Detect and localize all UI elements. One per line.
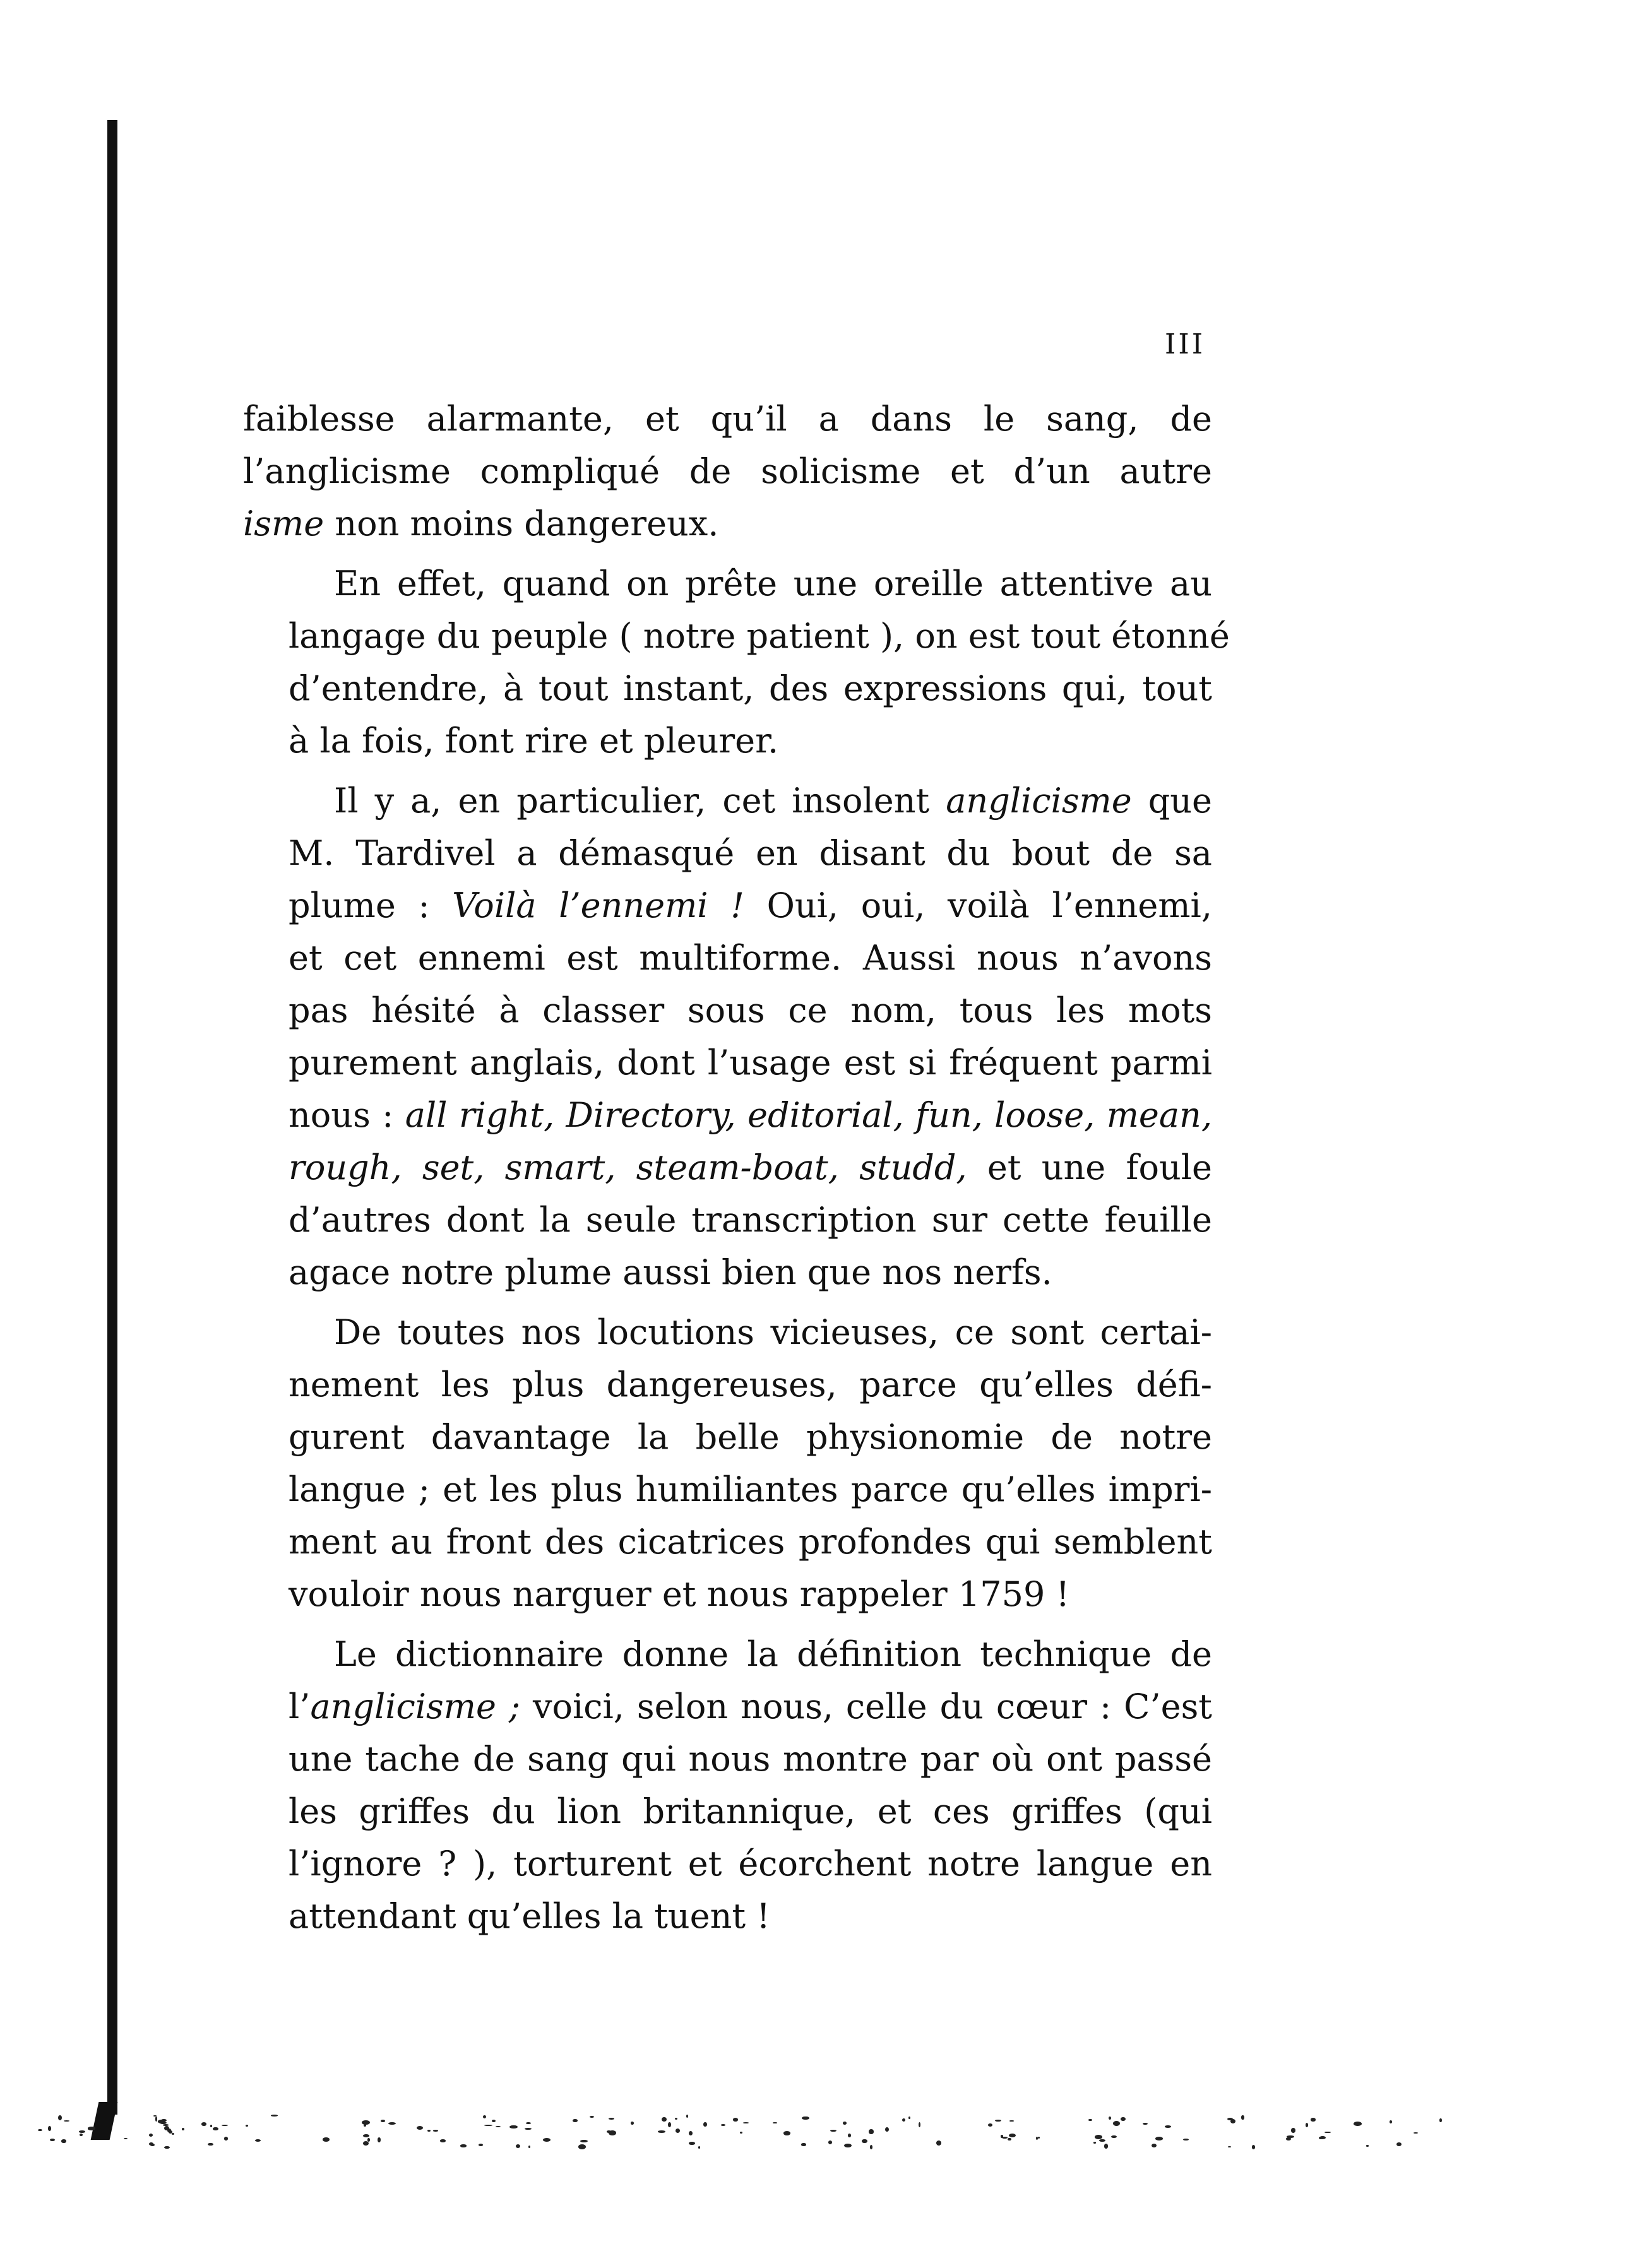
text-line bbox=[243, 1306, 1212, 1358]
text-line bbox=[243, 445, 1212, 497]
noise-speck bbox=[149, 2134, 153, 2137]
text: une tache de sang qui nous montre par où ont passé bbox=[289, 1739, 1212, 1779]
noise-speck bbox=[381, 2120, 385, 2122]
noise-speck bbox=[48, 2126, 52, 2131]
noise-speck bbox=[1390, 2120, 1392, 2123]
text-line bbox=[243, 662, 1212, 715]
noise-speck bbox=[995, 2120, 1001, 2122]
text-line bbox=[243, 1838, 1212, 1890]
text: Oui, oui, voilà l’ennemi, bbox=[744, 886, 1212, 925]
noise-speck bbox=[830, 2130, 836, 2132]
noise-speck bbox=[1306, 2123, 1308, 2127]
noise-speck bbox=[689, 2131, 693, 2135]
noise-speck bbox=[88, 2127, 96, 2130]
paragraph bbox=[243, 1628, 1212, 1942]
noise-speck bbox=[1414, 2132, 1418, 2134]
noise-speck bbox=[1228, 2146, 1231, 2147]
noise-speck bbox=[1088, 2119, 1092, 2121]
noise-speck bbox=[50, 2139, 55, 2141]
paragraph bbox=[243, 557, 1230, 767]
noise-speck bbox=[668, 2122, 671, 2127]
noise-speck bbox=[1152, 2144, 1157, 2147]
noise-speck bbox=[492, 2120, 496, 2122]
text-line bbox=[243, 557, 1212, 610]
noise-speck bbox=[1104, 2144, 1109, 2149]
noise-speck bbox=[1143, 2123, 1148, 2125]
text: De toutes nos locutions vicieuses, ce sont certai- bbox=[334, 1312, 1212, 1352]
noise-speck bbox=[631, 2122, 633, 2125]
italic-text: rough, set, smart, steam-boat, studd, bbox=[289, 1148, 967, 1187]
paragraph bbox=[243, 775, 1212, 1298]
noise-speck bbox=[580, 2140, 588, 2142]
noise-speck bbox=[1009, 2134, 1016, 2137]
text: faiblesse alarmante, et qu’il a dans le sang, de bbox=[243, 399, 1212, 439]
italic-text: all right, Directory, editorial, fun, loose, mean, bbox=[405, 1095, 1212, 1135]
noise-speck bbox=[222, 2125, 228, 2126]
noise-speck bbox=[802, 2117, 809, 2120]
text-line bbox=[243, 1463, 1212, 1516]
text-line bbox=[243, 1680, 1212, 1733]
text-line bbox=[243, 1568, 1212, 1620]
noise-speck bbox=[213, 2127, 218, 2130]
noise-speck bbox=[869, 2129, 874, 2134]
noise-speck bbox=[378, 2137, 381, 2142]
noise-speck bbox=[658, 2130, 666, 2133]
noise-speck bbox=[773, 2122, 777, 2124]
noise-speck bbox=[460, 2144, 466, 2147]
noise-speck bbox=[988, 2123, 992, 2127]
noise-speck bbox=[675, 2118, 677, 2120]
noise-speck bbox=[484, 2125, 492, 2126]
noise-speck bbox=[479, 2144, 483, 2146]
noise-speck bbox=[363, 2134, 369, 2137]
noise-speck bbox=[590, 2116, 594, 2118]
italic-text: anglicisme ; bbox=[310, 1687, 521, 1726]
noise-speck bbox=[801, 2143, 806, 2146]
noise-speck bbox=[1366, 2145, 1369, 2146]
text-line bbox=[243, 1733, 1212, 1785]
noise-speck bbox=[150, 2144, 155, 2146]
noise-speck bbox=[427, 2130, 430, 2132]
noise-speck bbox=[1038, 2137, 1040, 2139]
noise-speck bbox=[516, 2144, 521, 2148]
noise-speck bbox=[182, 2128, 184, 2130]
text-line bbox=[243, 879, 1212, 932]
noise-speck bbox=[1111, 2135, 1117, 2138]
paragraph bbox=[243, 1306, 1212, 1620]
noise-speck bbox=[689, 2142, 694, 2145]
noise-speck bbox=[703, 2122, 706, 2127]
noise-speck bbox=[783, 2131, 790, 2135]
text: les griffes du lion britannique, et ces griffes (qui bbox=[289, 1791, 1212, 1831]
text: d’entendre, à tout instant, des expressions qui, tout bbox=[289, 668, 1212, 708]
noise-speck bbox=[862, 2139, 867, 2144]
text: d’autres dont la seule transcription sur cette feuille bbox=[289, 1200, 1212, 1240]
text-line bbox=[243, 610, 1230, 662]
noise-speck bbox=[417, 2126, 423, 2130]
text-line bbox=[243, 497, 1212, 550]
noise-speck bbox=[1324, 2132, 1330, 2134]
noise-speck bbox=[1155, 2137, 1163, 2140]
noise-speck bbox=[1095, 2135, 1102, 2139]
noise-speck bbox=[1354, 2122, 1362, 2126]
noise-speck bbox=[64, 2120, 70, 2122]
noise-speck bbox=[38, 2129, 42, 2132]
text: Le dictionnaire donne la définition technique de bbox=[334, 1634, 1212, 1674]
noise-speck bbox=[201, 2122, 206, 2125]
noise-speck bbox=[1165, 2125, 1171, 2128]
noise-speck bbox=[919, 2122, 920, 2127]
noise-speck bbox=[58, 2115, 62, 2120]
text: l’ bbox=[289, 1687, 311, 1726]
noise-speck bbox=[271, 2115, 278, 2117]
noise-speck bbox=[79, 2130, 85, 2133]
text-line bbox=[243, 1246, 1212, 1298]
text-line bbox=[243, 932, 1212, 984]
text: plume : bbox=[289, 886, 453, 925]
text: l’anglicisme compliqué de solicisme et d’un autre bbox=[243, 451, 1212, 491]
text-line bbox=[243, 1411, 1212, 1463]
text: attendant qu’elles la tuent ! bbox=[289, 1896, 770, 1936]
text: purement anglais, dont l’usage est si fréquent parmi bbox=[289, 1043, 1212, 1083]
text: nous : bbox=[289, 1095, 405, 1135]
noise-speck bbox=[843, 2122, 846, 2125]
noise-speck bbox=[155, 2117, 158, 2121]
noise-speck bbox=[255, 2139, 260, 2142]
text-line bbox=[243, 1358, 1212, 1411]
text-line bbox=[243, 1036, 1212, 1089]
noise-speck bbox=[210, 2125, 212, 2127]
text-line bbox=[243, 1628, 1212, 1680]
noise-speck bbox=[208, 2143, 213, 2146]
text: pas hésité à classer sous ce nom, tous les mots bbox=[289, 990, 1212, 1030]
text: à la fois, font rire et pleurer. bbox=[289, 721, 779, 761]
noise-speck bbox=[433, 2130, 438, 2131]
noise-speck bbox=[908, 2117, 910, 2119]
text: En effet, quand on prête une oreille attentive au bbox=[334, 564, 1212, 603]
noise-speck bbox=[743, 2122, 749, 2123]
noise-speck bbox=[698, 2146, 701, 2149]
noise-speck bbox=[224, 2137, 228, 2140]
noise-speck bbox=[525, 2128, 532, 2130]
text-line bbox=[243, 827, 1212, 879]
text: voici, selon nous, celle du cœur : C’est bbox=[520, 1687, 1213, 1726]
noise-speck bbox=[676, 2128, 680, 2133]
noise-speck bbox=[526, 2122, 531, 2125]
text: vouloir nous narguer et nous rappeler 1759 ! bbox=[289, 1574, 1070, 1614]
text: M. Tardivel a démasqué en disant du bout de sa bbox=[289, 833, 1212, 873]
noise-speck bbox=[1113, 2121, 1120, 2126]
noise-speck bbox=[885, 2127, 889, 2132]
noise-speck bbox=[172, 2133, 174, 2135]
noise-speck bbox=[124, 2138, 128, 2139]
text-line bbox=[243, 984, 1212, 1036]
noise-speck bbox=[848, 2134, 851, 2138]
noise-speck bbox=[1439, 2118, 1441, 2123]
text-line bbox=[243, 1141, 1212, 1194]
italic-text: anglicisme bbox=[946, 781, 1132, 821]
noise-speck bbox=[662, 2117, 666, 2122]
text-line bbox=[243, 1089, 1212, 1141]
noise-speck bbox=[740, 2132, 742, 2134]
noise-speck bbox=[828, 2140, 832, 2144]
text-line bbox=[243, 1516, 1212, 1568]
binding-edge bbox=[107, 120, 117, 2115]
noise-speck bbox=[1227, 2118, 1233, 2120]
text: gurent davantage la belle physionomie de notre bbox=[289, 1417, 1212, 1457]
noise-speck bbox=[164, 2146, 170, 2149]
noise-speck bbox=[388, 2122, 396, 2125]
text-line bbox=[243, 1890, 1212, 1942]
noise-speck bbox=[246, 2125, 248, 2127]
text: l’ignore ? ), torturent et écorchent notre langue en bbox=[289, 1844, 1212, 1884]
noise-speck bbox=[1002, 2137, 1008, 2139]
noise-speck bbox=[1183, 2139, 1189, 2141]
noise-speck bbox=[721, 2124, 726, 2126]
noise-speck bbox=[362, 2120, 370, 2125]
text-line bbox=[243, 393, 1212, 445]
noise-speck bbox=[509, 2125, 518, 2129]
noise-speck bbox=[1252, 2145, 1256, 2149]
noise-speck bbox=[578, 2144, 586, 2149]
noise-speck bbox=[483, 2115, 486, 2118]
noise-speck bbox=[936, 2140, 941, 2146]
page-number: III bbox=[1165, 328, 1206, 360]
body-text bbox=[243, 393, 1230, 1950]
noise-speck bbox=[1287, 2135, 1294, 2138]
text: nement les plus dangereuses, parce qu’elles défi- bbox=[289, 1365, 1212, 1404]
italic-text: Voilà l’ennemi ! bbox=[452, 886, 744, 925]
noise-speck bbox=[1241, 2115, 1244, 2119]
noise-speck bbox=[609, 2130, 616, 2135]
noise-speck bbox=[80, 2134, 83, 2136]
noise-speck bbox=[733, 2118, 739, 2122]
noise-speck bbox=[440, 2139, 446, 2142]
noise-speck bbox=[870, 2145, 872, 2149]
noise-speck bbox=[323, 2137, 330, 2141]
text: Il y a, en particulier, cet insolent bbox=[334, 781, 946, 821]
paragraph bbox=[243, 393, 1212, 550]
text: et une foule bbox=[967, 1148, 1212, 1187]
scan-noise bbox=[38, 2108, 1465, 2152]
noise-speck bbox=[1396, 2142, 1401, 2146]
text-line bbox=[243, 1785, 1212, 1838]
noise-speck bbox=[61, 2139, 66, 2142]
noise-speck bbox=[1311, 2118, 1316, 2121]
noise-speck bbox=[902, 2118, 905, 2122]
text: langue ; et les plus humiliantes parce qu’elles impri- bbox=[289, 1469, 1212, 1509]
text: que bbox=[1131, 781, 1212, 821]
italic-text: isme bbox=[243, 504, 324, 543]
noise-speck bbox=[496, 2126, 501, 2127]
noise-speck bbox=[573, 2119, 578, 2122]
noise-speck bbox=[686, 2115, 688, 2118]
noise-speck bbox=[844, 2144, 851, 2148]
noise-speck bbox=[1099, 2139, 1105, 2142]
noise-speck bbox=[1093, 2142, 1096, 2143]
text: non moins dangereux. bbox=[324, 504, 719, 543]
noise-speck bbox=[609, 2118, 614, 2120]
noise-speck bbox=[367, 2138, 371, 2142]
text: ment au front des cicatrices profondes qui semblent bbox=[289, 1522, 1212, 1562]
noise-speck bbox=[543, 2138, 551, 2142]
text-line bbox=[243, 1194, 1212, 1246]
text: et cet ennemi est multiforme. Aussi nous n’avons bbox=[289, 938, 1212, 978]
noise-speck bbox=[1121, 2117, 1125, 2121]
text-line bbox=[243, 715, 1212, 767]
noise-speck bbox=[1009, 2120, 1013, 2122]
noise-speck bbox=[1008, 2138, 1011, 2140]
noise-speck bbox=[528, 2146, 531, 2148]
text: langage du peuple ( notre patient ), on est tout étonné bbox=[289, 616, 1230, 656]
noise-speck bbox=[1291, 2128, 1296, 2133]
noise-speck bbox=[1109, 2117, 1111, 2120]
text-line bbox=[243, 775, 1212, 827]
text: agace notre plume aussi bien que nos nerfs. bbox=[289, 1252, 1052, 1292]
